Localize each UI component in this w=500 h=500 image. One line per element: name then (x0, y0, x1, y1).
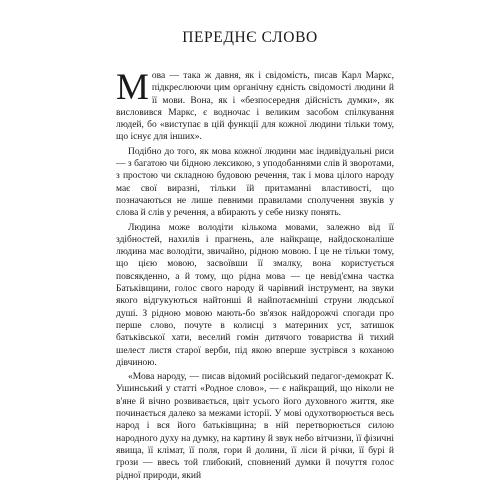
paragraph-4: «Мова народу, — писав відомий російський педагог-демократ К. Ушинський у статті «Родное слово», — є найкращий, що ніколи не в'яне й вічно розвивається, цвіт усього його духовного життя, яке починається далеко за межами історії. У мові одухотворюється весь народ і вся його батьківщина; в ній перетворюється силою народного духу на думку, на картину й звук небо вітчизни, її фізичні явища, її клімат, її поля, гори й долини, її ліси й річки, її бурі й грози — ввесь той глибокий, сповнений думки й почуття голос рідної природи, який (116, 372, 394, 481)
page-title: ПЕРЕДНЄ СЛОВО (182, 29, 318, 46)
paragraph-1 (116, 67, 394, 144)
drop-cap: М (116, 67, 149, 108)
body-text (116, 67, 394, 482)
paragraph-3: Людина може володіти кількома мовами, залежно від її здібностей, нахилів і прагнень, але найкраще, найдосконаліше людина має володіти, звичайно, рідною мовою. І це не тільки тому, що цією мовою, засвоївши її змалку, вона користується повсякденно, а й тому, що рідна мова — це невід'ємна частка Батьківщини, голос свого народу й чарівний інструмент, на звуки якого відгукуються найтонші й найпотаємніші струни людської душі. З рідною мовою мають-бо зв'язок найдорожчі спогади про перше слово, почуте в колисці з материних уст, затишок батьківської хати, веселий гомін дитячого товариства й тихий шелест листя старої верби, під якою вперше зустрівся з коханою дівчиною. (116, 222, 394, 368)
paragraph-2: Подібно до того, як мова кожної людини має індивідуальні риси — з багатою чи бідною лексикою, з уподобаннями слів й зворотами, з простою чи складною будовою речення, так і мова цілого народу має свої виразні, тільки їй притаманні властивості, що позначаються не лише певними правилами сполучення звуків у слова й слів у речення, а вбирають у себе низку понять. (116, 146, 394, 219)
paragraph-1-text: ова — така ж давня, як і свідомість, писав Карл Маркс, підкреслюючи цим органічну єдність свідомості людини й її мови. Вона, як і «безпосередня дійсність думки», як висловився Маркс, є водночас і великим засобом спілкування людей, бо «виступає в цій функції для кожної людини тільки тому, що існує для інших». (116, 71, 394, 143)
